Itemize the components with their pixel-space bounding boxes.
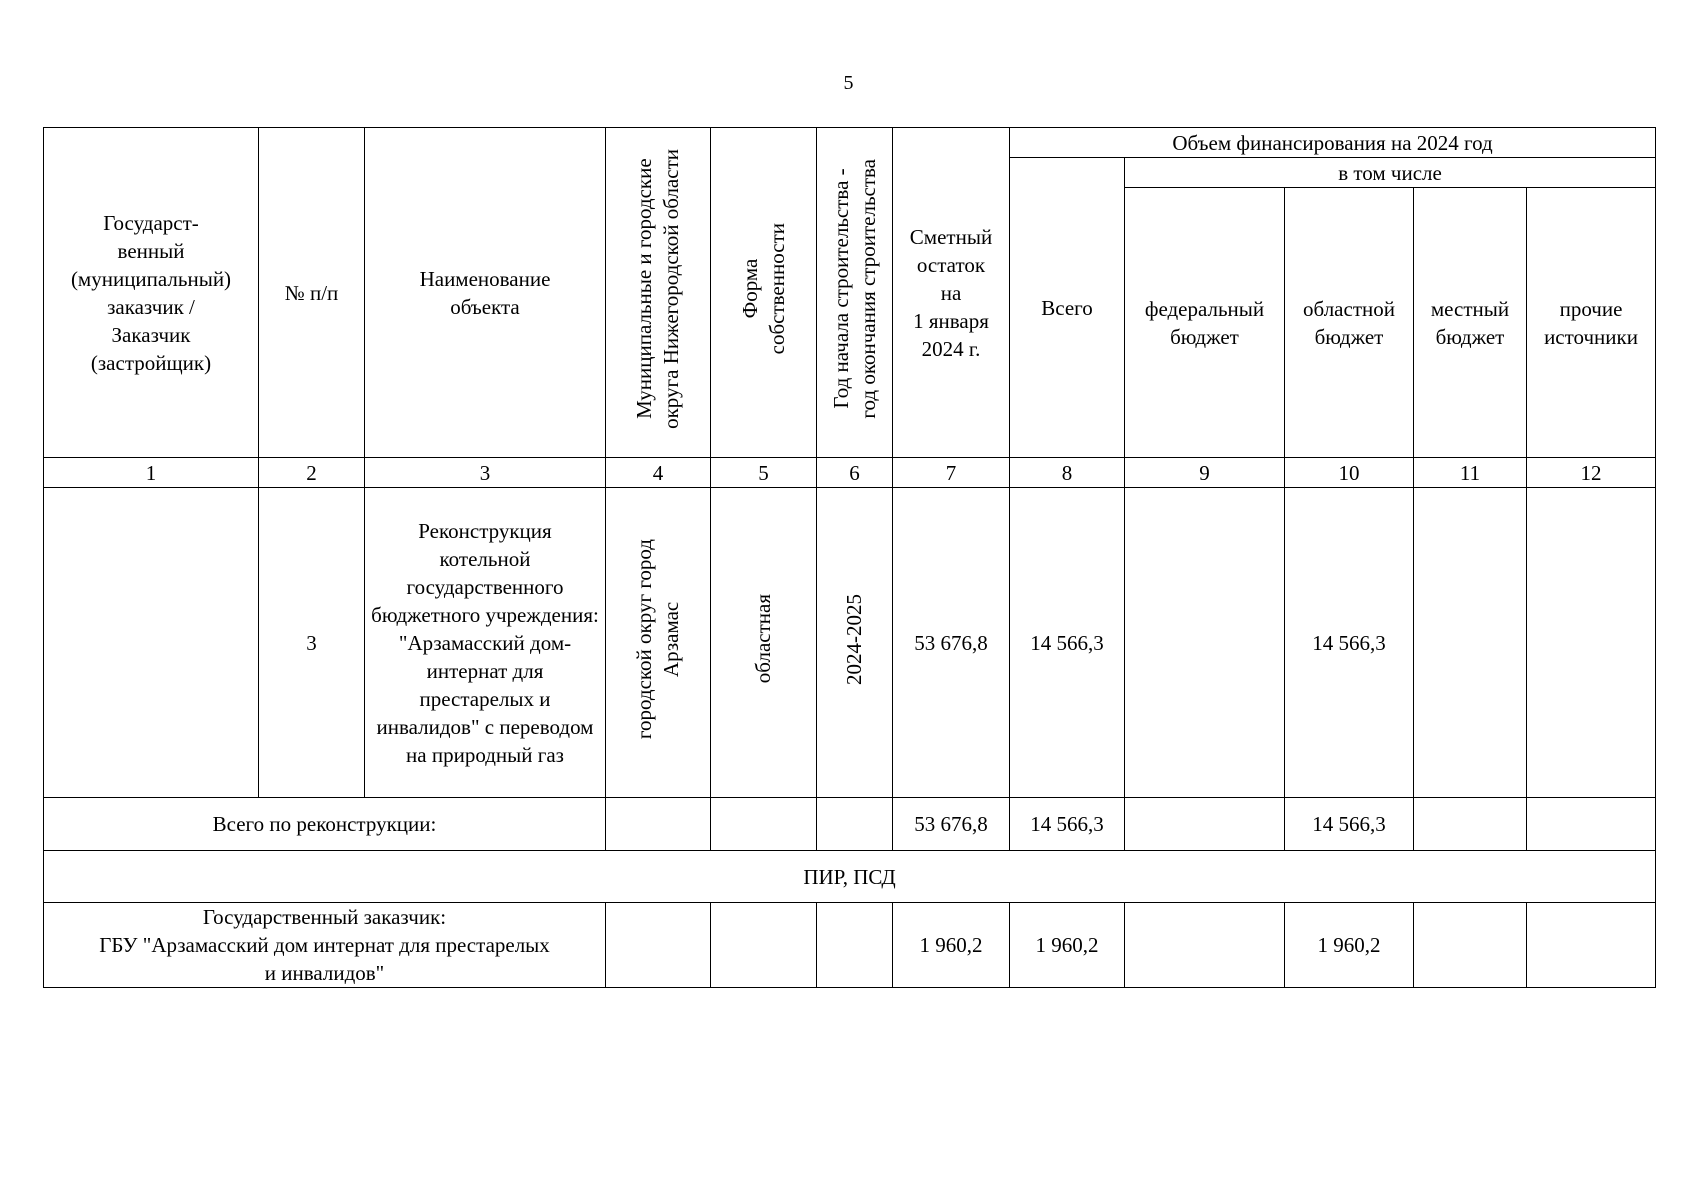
column-number: 10 (1285, 458, 1414, 488)
table-row (44, 488, 1656, 798)
customer-other (1527, 903, 1656, 988)
customer-federal (1125, 903, 1285, 988)
header-customer: Государст- венный (муниципальный) заказчик / Заказчик (застройщик) (44, 128, 259, 458)
customer-regional: 1 960,2 (1285, 903, 1414, 988)
header-ownership: Форма собственности (737, 223, 789, 355)
empty-cell (606, 798, 711, 851)
empty-cell (606, 903, 711, 988)
column-number: 11 (1414, 458, 1527, 488)
row-years-cell (817, 488, 893, 798)
row-estimate-remainder: 53 676,8 (893, 488, 1010, 798)
reconstruction-total-estimate: 53 676,8 (893, 798, 1010, 851)
row-federal (1125, 488, 1285, 798)
customer-label: Государственный заказчик: ГБУ "Арзамасский дом интернат для престарелых и инвалидов" (44, 903, 606, 988)
row-ownership: областная (751, 594, 775, 684)
header-other: прочие источники (1527, 188, 1656, 458)
row-municipality-cell (606, 488, 711, 798)
row-object-name: Реконструкция котельной государственного бюджетного учреждения: "Арзамасский дом-интернат для престарелых и инвалидов" с переводом на природный газ (365, 488, 606, 798)
reconstruction-total-local (1414, 798, 1527, 851)
empty-cell (817, 798, 893, 851)
row-regional: 14 566,3 (1285, 488, 1414, 798)
column-number: 2 (259, 458, 365, 488)
reconstruction-total-regional: 14 566,3 (1285, 798, 1414, 851)
column-number: 6 (817, 458, 893, 488)
header-total: Всего (1010, 158, 1125, 458)
reconstruction-total-federal (1125, 798, 1285, 851)
column-number: 1 (44, 458, 259, 488)
header-municipality-cell (606, 128, 711, 458)
row-total: 14 566,3 (1010, 488, 1125, 798)
customer-total: 1 960,2 (1010, 903, 1125, 988)
reconstruction-total-other (1527, 798, 1656, 851)
header-regional: областной бюджет (1285, 188, 1414, 458)
column-numbers-row (44, 458, 1656, 488)
row-customer (44, 488, 259, 798)
column-number: 5 (711, 458, 817, 488)
customer-estimate: 1 960,2 (893, 903, 1010, 988)
empty-cell (711, 903, 817, 988)
header-federal: федеральный бюджет (1125, 188, 1285, 458)
header-estimate-remainder: Сметный остаток на 1 января 2024 г. (893, 128, 1010, 458)
row-local (1414, 488, 1527, 798)
row-num: 3 (259, 488, 365, 798)
column-number: 12 (1527, 458, 1656, 488)
row-years: 2024-2025 (842, 593, 866, 685)
header-row-1 (44, 128, 1656, 158)
empty-cell (817, 903, 893, 988)
header-including: в том числе (1125, 158, 1656, 188)
header-num: № п/п (259, 128, 365, 458)
column-number: 9 (1125, 458, 1285, 488)
column-number: 8 (1010, 458, 1125, 488)
row-ownership-cell (711, 488, 817, 798)
empty-cell (711, 798, 817, 851)
financing-table (43, 127, 1656, 988)
column-number: 4 (606, 458, 711, 488)
header-years-cell (817, 128, 893, 458)
row-other (1527, 488, 1656, 798)
header-years: Год начала строительства - год окончания строительства (828, 159, 880, 419)
page-number: 5 (843, 72, 854, 94)
reconstruction-total-total: 14 566,3 (1010, 798, 1125, 851)
header-local: местный бюджет (1414, 188, 1527, 458)
reconstruction-total-row (44, 798, 1656, 851)
customer-local (1414, 903, 1527, 988)
column-number: 7 (893, 458, 1010, 488)
customer-row (44, 903, 1656, 988)
reconstruction-total-label: Всего по реконструкции: (44, 798, 606, 851)
header-ownership-cell (711, 128, 817, 458)
section-title: ПИР, ПСД (44, 851, 1656, 903)
row-municipality: городской округ город Арзамас (632, 538, 683, 740)
header-municipality: Муниципальные и городские округа Нижегородской области (632, 149, 683, 429)
column-number: 3 (365, 458, 606, 488)
header-financing-title: Объем финансирования на 2024 год (1010, 128, 1656, 158)
header-object-name: Наименование объекта (365, 128, 606, 458)
section-row (44, 851, 1656, 903)
